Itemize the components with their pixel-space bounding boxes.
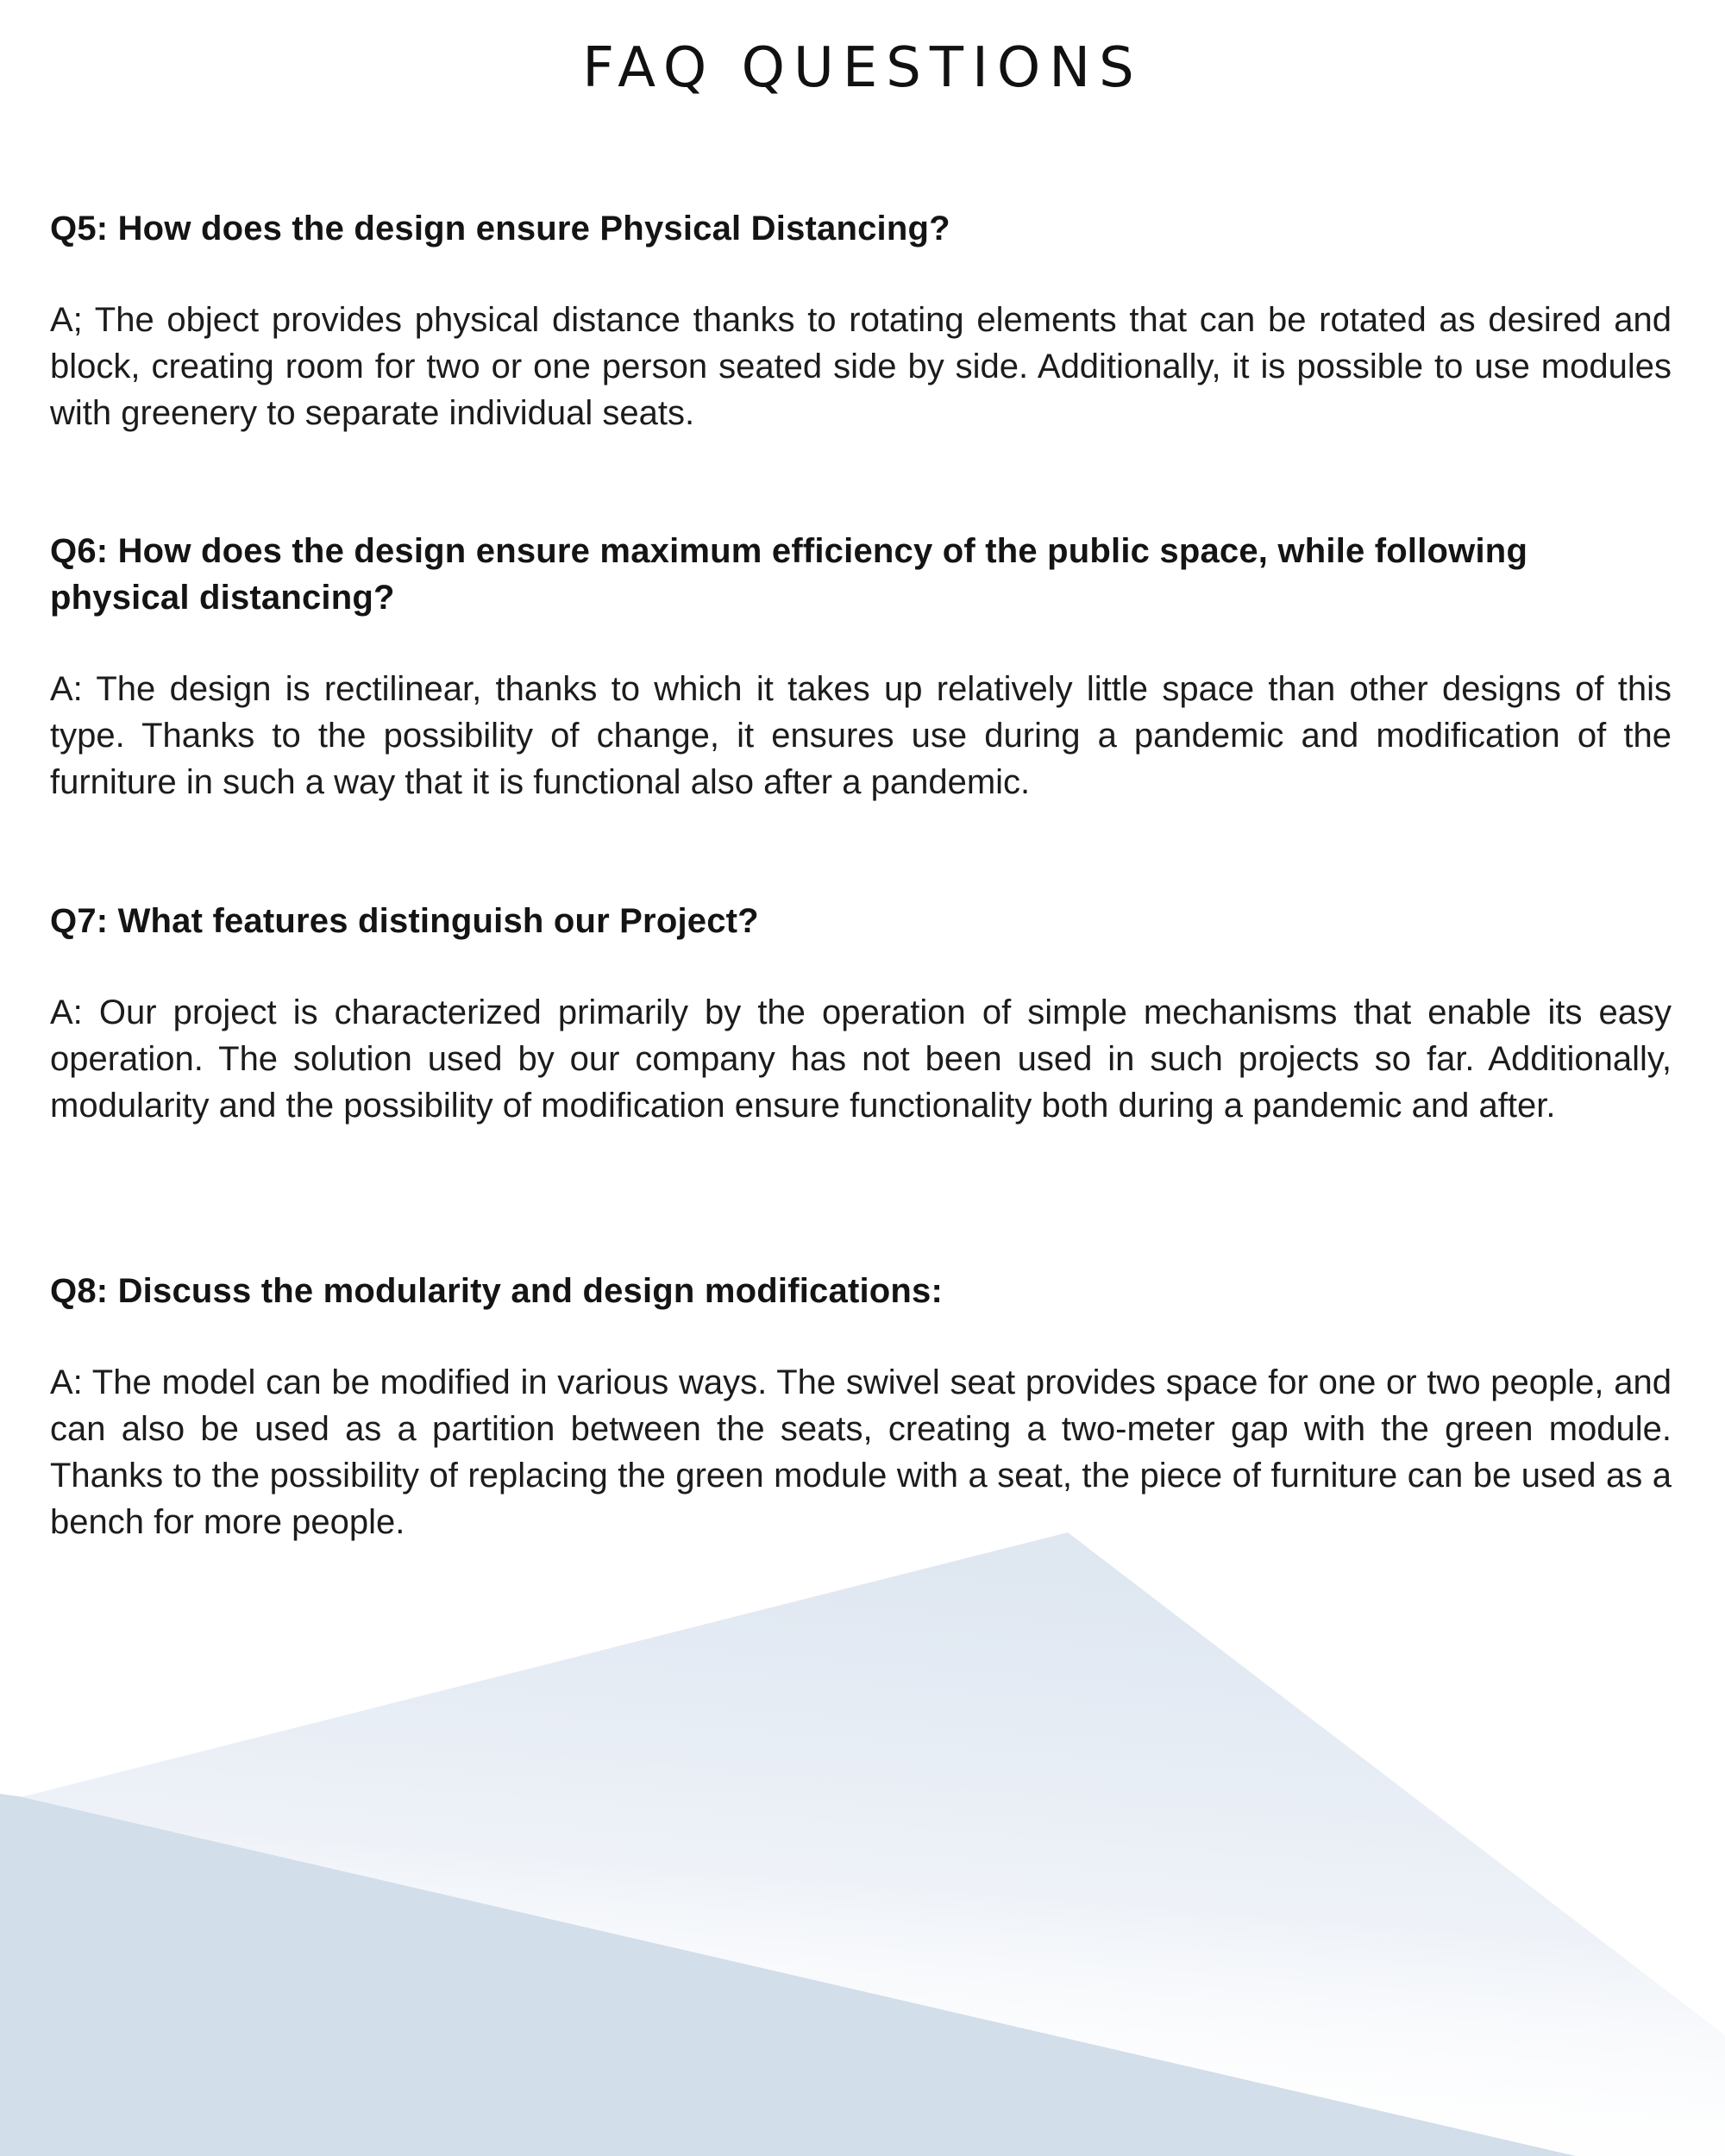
faq-answer: A; The object provides physical distance thanks to rotating elements that can be rotated as desired and block, creating room for two or one person seated side by side. Additionally, it is possible to use modules with greenery to separate individual seats. <box>50 301 1672 432</box>
faq-item <box>50 898 1672 1129</box>
faq-item <box>50 528 1672 805</box>
faq-item <box>50 205 1672 436</box>
faq-answer: A: The design is rectilinear, thanks to which it takes up relatively little space than other designs of this type. Thanks to the possibility of change, it ensures use during a pandemic and modification of the furniture in such a way that it is functional also after a pandemic. <box>50 670 1672 801</box>
faq-answer: A: Our project is characterized primarily by the operation of simple mechanisms that enable its easy operation. The solution used by our company has not been used in such projects so far. Additionally, modularity and the possibility of modification ensure functionality both during a pandemic and after. <box>50 993 1672 1125</box>
faq-question: Q7: What features distinguish our Project? <box>50 902 759 940</box>
page-title: FAQ QUESTIONS <box>582 36 1143 100</box>
faq-question: Q6: How does the design ensure maximum efficiency of the public space, while following physical distancing? <box>50 532 1528 617</box>
faq-question: Q8: Discuss the modularity and design modifications: <box>50 1272 944 1310</box>
faq-question: Q5: How does the design ensure Physical Distancing? <box>50 210 950 248</box>
faq-item <box>50 1268 1672 1545</box>
faq-answer: A: The model can be modified in various ways. The swivel seat provides space for one or two people, and can also be used as a partition between the seats, creating a two-meter gap with the green module. Thanks to the possibility of replacing the green module with a seat, the piece of furniture can be used as a bench for more people. <box>50 1363 1672 1541</box>
